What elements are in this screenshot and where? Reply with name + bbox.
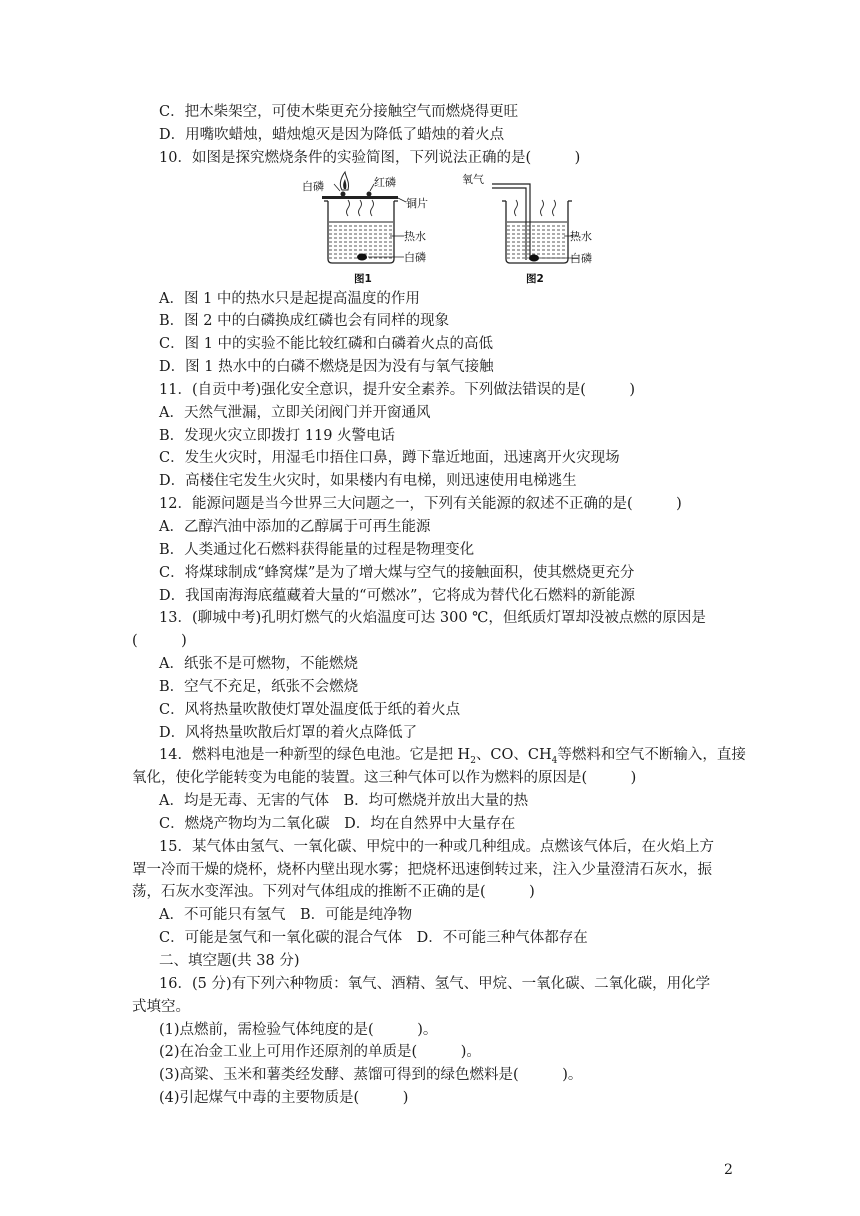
- q9-option-d: D．用嘴吹蜡烛，蜡烛熄灭是因为降低了蜡烛的着火点: [159, 126, 505, 143]
- question-text-line: B．人类通过化石燃料获得能量的过程是物理变化: [159, 541, 475, 558]
- label-hot-water-1: 热水: [404, 229, 426, 243]
- q14-sub-ch4: 4: [551, 756, 558, 767]
- questions-10-13-block: [132, 288, 752, 745]
- question-text-line: B．空气不充足，纸张不会燃烧: [159, 678, 359, 695]
- label-white-phosphorus-2: 白磷: [570, 251, 592, 265]
- label-white-phosphorus-1: 白磷: [404, 250, 426, 264]
- question-text-line: 罩一冷而干燥的烧杯，烧杯内壁出现水雾；把烧杯迅速倒转过来，注入少量澄清石灰水，振: [132, 861, 712, 878]
- page-content: [132, 101, 752, 1110]
- question-text-line: A．纸张不是可燃物，不能燃烧: [159, 656, 358, 673]
- question-text-line: B．发现火灾立即拨打 119 火警电话: [159, 427, 396, 444]
- question-text-line: A．不可能只有氢气 B．可能是纯净物: [159, 907, 413, 924]
- q14-options-cd: C．燃烧产物均为二氧化碳 D．均在自然界中大量存在: [159, 815, 516, 832]
- q10-stem: 10．如图是探究燃烧条件的实验简图，下列说法正确的是( ): [159, 149, 581, 166]
- question-text-line: C．风将热量吹散使灯罩处温度低于纸的着火点: [159, 701, 461, 718]
- question-text-line: C．可能是氢气和一氧化碳的混合气体 D．不可能三种气体都存在: [159, 930, 588, 947]
- question-text-line: A．图 1 中的热水只是起提高温度的作用: [159, 290, 420, 307]
- q14-stem-line-1: [132, 744, 752, 767]
- label-oxygen: 氧气: [462, 172, 484, 186]
- question-text-line: (4)引起煤气中毒的主要物质是( ): [159, 1090, 409, 1107]
- question-text-line: D．高楼住宅发生火灾时，如果楼内有电梯，则迅速使用电梯逃生: [159, 473, 577, 490]
- figure-2-caption: 图2: [526, 272, 544, 285]
- figure-1: [302, 172, 428, 285]
- label-white-phosphorus-top: 白磷: [302, 179, 324, 193]
- question-text-line: A．乙醇汽油中添加的乙醇属于可再生能源: [159, 518, 431, 535]
- q14-text-b: 、CO、CH: [475, 747, 552, 764]
- question-text-line: 13．(聊城中考)孔明灯燃气的火焰温度可达 300 ℃，但纸质灯罩却没被点燃的原因是: [159, 610, 706, 627]
- question-text-line: C．发生火灾时，用湿毛巾捂住口鼻，蹲下靠近地面，迅速离开火灾现场: [159, 450, 620, 467]
- question-text-line: (2)在冶金工业上可用作还原剂的单质是( )。: [159, 1044, 481, 1061]
- experiment-diagram: [302, 170, 592, 288]
- question-text-line: 16．(5 分)有下列六种物质：氧气、酒精、氢气、甲烷、一氧化碳、二氧化碳，用化学: [159, 975, 711, 992]
- question-text-line: (1)点燃前，需检验气体纯度的是( )。: [159, 1021, 438, 1038]
- figure-1-caption: 图1: [354, 272, 372, 285]
- q14-text-c: 等燃料和空气不断输入，直接: [557, 747, 746, 764]
- question-text-line: D．我国南海海底蕴藏着大量的“可燃冰”，它将成为替代化石燃料的新能源: [159, 587, 635, 604]
- question-text-line: 15．某气体由氢气、一氧化碳、甲烷中的一种或几种组成。点燃该气体后，在火焰上方: [159, 838, 714, 855]
- question-text-line: 式填空。: [132, 998, 190, 1015]
- question-text-line: 12．能源问题是当今世界三大问题之一，下列有关能源的叙述不正确的是( ): [159, 496, 682, 513]
- question-text-line: 11．(自贡中考)强化安全意识，提升安全素养。下列做法错误的是( ): [159, 381, 636, 398]
- question-text-line: B．图 2 中的白磷换成红磷也会有同样的现象: [159, 313, 450, 330]
- page-number: 2: [724, 1162, 733, 1178]
- question-text-line: D．风将热量吹散后灯罩的着火点降低了: [159, 724, 418, 741]
- question-text-line: 荡，石灰水变浑浊。下列对气体组成的推断不正确的是( ): [132, 884, 535, 901]
- question-text-line: (3)高粱、玉米和薯类经发酵、蒸馏可得到的绿色燃料是( )。: [159, 1067, 583, 1084]
- label-copper-plate: 铜片: [406, 196, 428, 210]
- q14-sub-h2: 2: [470, 756, 476, 767]
- questions-15-16-block: [132, 836, 752, 1110]
- question-text-line: C．图 1 中的实验不能比较红磷和白磷着火点的高低: [159, 336, 494, 353]
- label-red-phosphorus: 红磷: [374, 175, 396, 189]
- question-text-line: D．图 1 热水中的白磷不燃烧是因为没有与氧气接触: [159, 359, 494, 376]
- question-text-line: A．天然气泄漏，立即关闭阀门并开窗通风: [159, 404, 431, 421]
- q14-text-a: 14．燃料电池是一种新型的绿色电池。它是把 H: [159, 747, 471, 764]
- q9-option-c: C．把木柴架空，可使木柴更充分接触空气而燃烧得更旺: [159, 104, 519, 120]
- combustion-experiment-figure: [132, 170, 752, 288]
- q14-stem-line-2: 氧化，使化学能转变为电能的装置。这三种气体可以作为燃料的原因是( ): [132, 770, 637, 787]
- question-text-line: 二、填空题(共 38 分): [159, 953, 300, 969]
- q14-options-ab: A．均是无毒、无害的气体 B．均可燃烧并放出大量的热: [159, 793, 529, 810]
- label-hot-water-2: 热水: [570, 229, 592, 243]
- question-text-line: C．将煤球制成“蜂窝煤”是为了增大煤与空气的接触面积，使其燃烧更充分: [159, 564, 635, 581]
- question-text-line: ( ): [132, 633, 187, 650]
- figure-2: [462, 172, 592, 285]
